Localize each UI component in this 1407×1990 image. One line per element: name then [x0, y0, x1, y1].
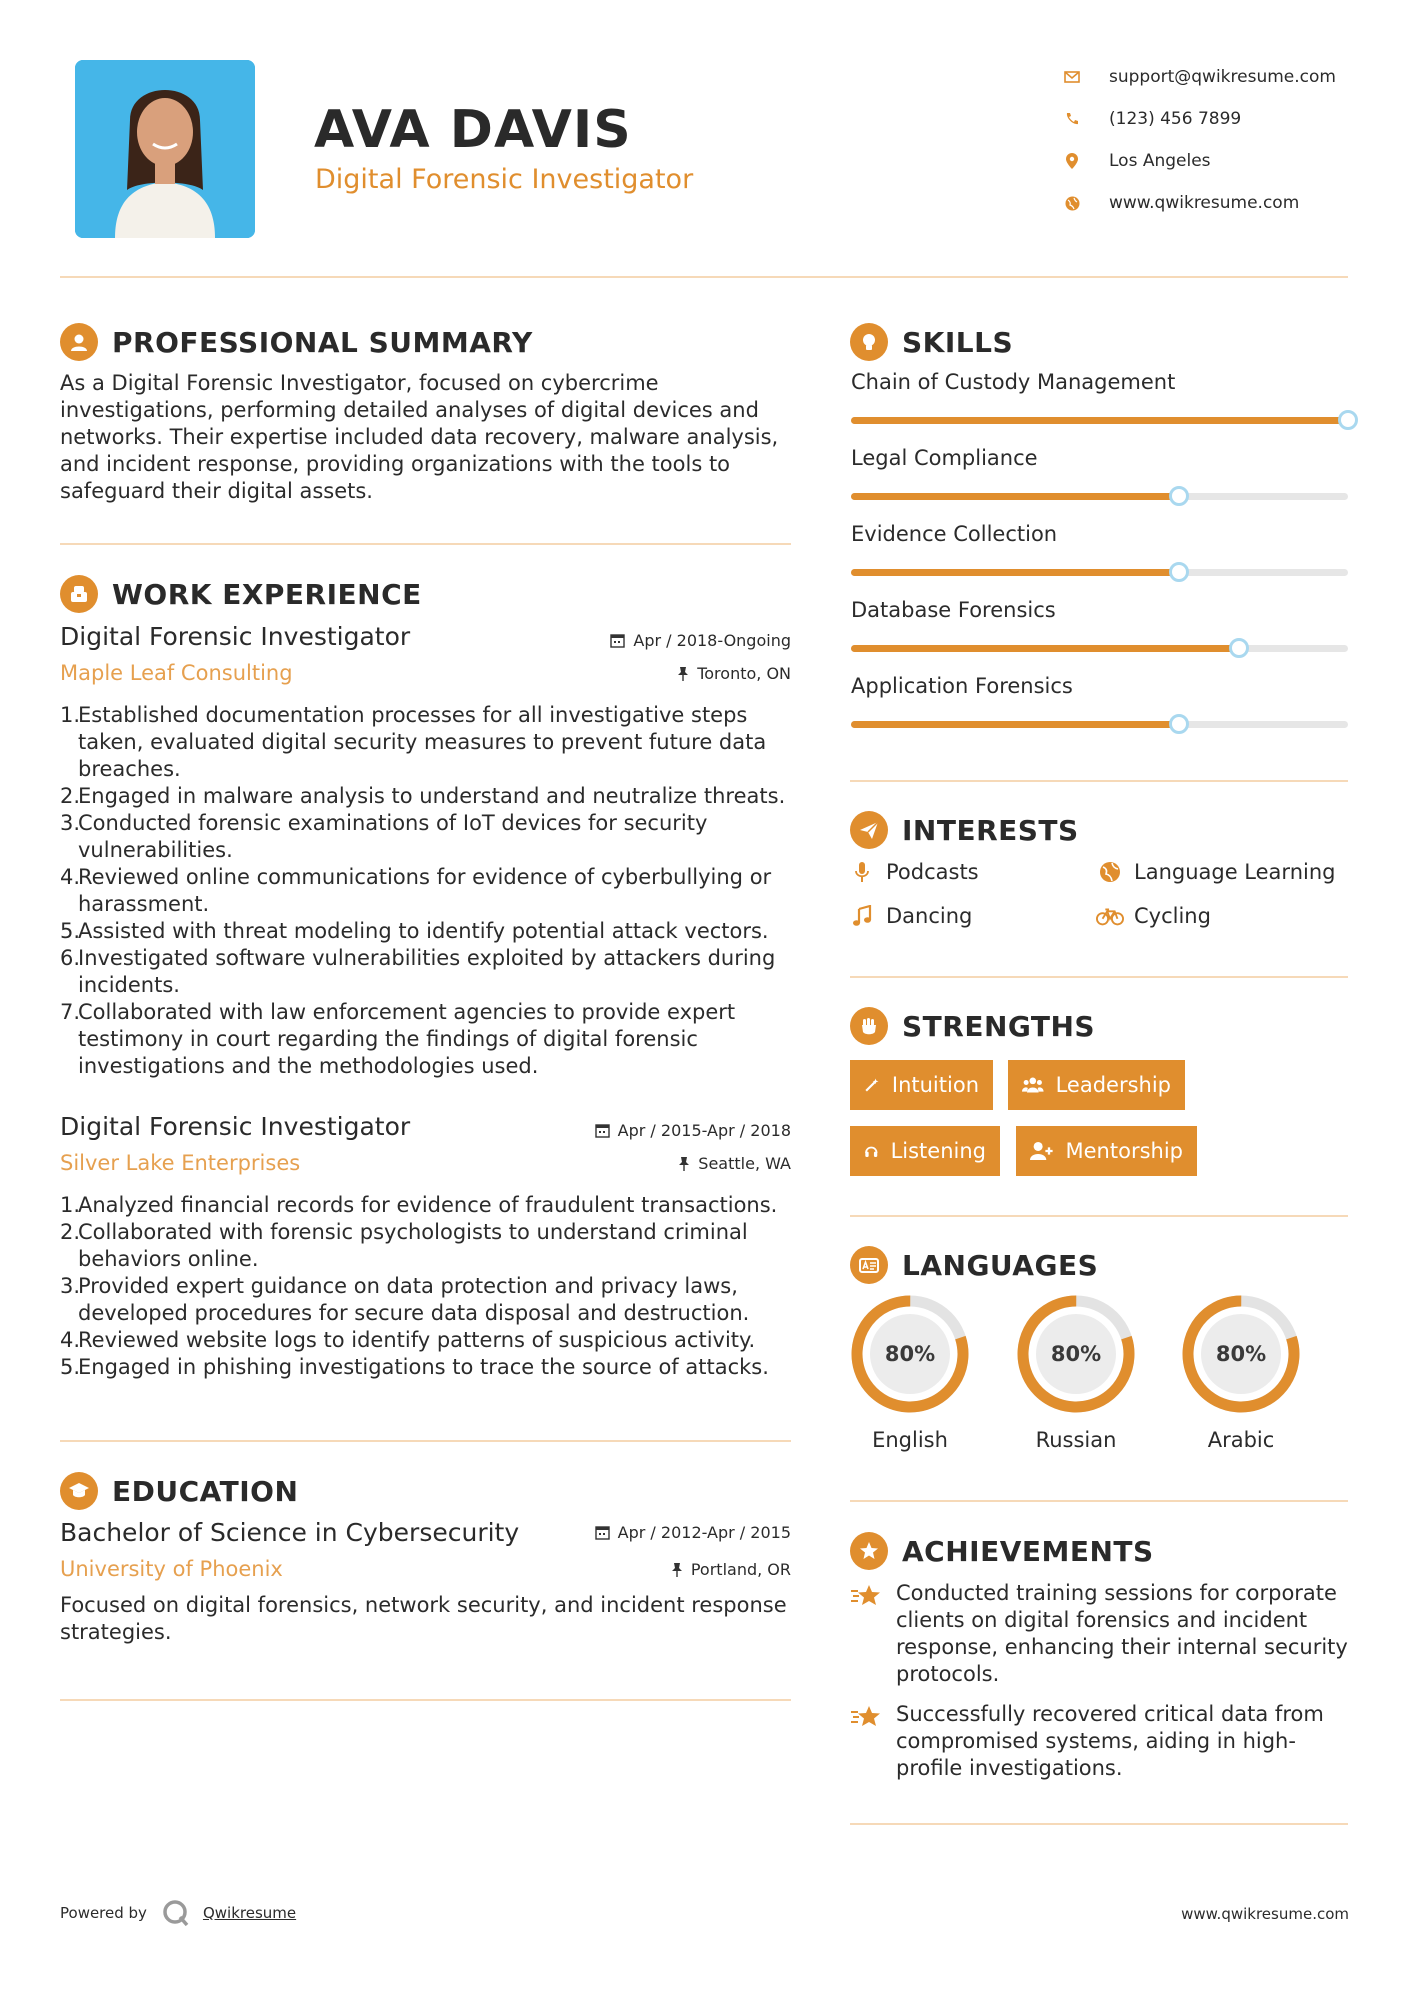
calendar-icon — [595, 1123, 610, 1138]
list-item-line: harassment. — [78, 892, 210, 916]
interests-heading — [850, 811, 1079, 849]
skill-label: Database Forensics — [851, 598, 1056, 622]
list-item-line: Investigated software vulnerabilities exploited by attackers during — [78, 946, 776, 970]
list-item — [60, 1219, 800, 1273]
summary-line: safeguard their digital assets. — [60, 479, 373, 503]
skill-bar-knob — [1169, 714, 1189, 734]
list-item-number: 6. — [60, 946, 81, 970]
list-item — [60, 864, 800, 918]
job-2-bullets — [60, 1192, 800, 1381]
strength-label: Leadership — [1055, 1073, 1171, 1097]
achievement-line: clients on digital forensics and incident — [896, 1608, 1308, 1632]
list-item — [60, 1273, 800, 1327]
strengths-heading — [850, 1007, 1095, 1045]
candidate-name: AVA DAVIS — [314, 100, 632, 160]
strength-badge-listening — [850, 1126, 1000, 1176]
strength-label: Listening — [890, 1139, 986, 1163]
education-dates-text: Apr / 2012-Apr / 2015 — [617, 1523, 791, 1542]
job-1-company: Maple Leaf Consulting — [60, 661, 293, 685]
strength-badge-mentorship — [1016, 1126, 1197, 1176]
interest-language-learning — [1096, 860, 1335, 884]
list-item-line: investigations and the methodologies used. — [78, 1054, 539, 1078]
achievement-line: response, enhancing their internal security — [896, 1635, 1348, 1659]
user-icon — [60, 323, 98, 361]
globe-icon — [1055, 196, 1089, 211]
list-item-line: Collaborated with law enforcement agencies to provide expert — [78, 1000, 736, 1024]
interest-label: Cycling — [1134, 904, 1211, 928]
list-item-line: Assisted with threat modeling to identify potential attack vectors. — [78, 919, 769, 943]
list-item-number: 4. — [60, 865, 81, 889]
skill-bar-fill — [851, 569, 1179, 576]
education-divider — [60, 1699, 791, 1701]
list-item — [60, 918, 800, 945]
summary-line: As a Digital Forensic Investigator, focused on cybercrime — [60, 371, 659, 395]
microphone-icon — [848, 861, 876, 883]
education-location-text: Portland, OR — [690, 1560, 791, 1579]
list-item-line: developed procedures for secure data disposal and destruction. — [78, 1301, 750, 1325]
skill-bar-fill — [851, 721, 1179, 728]
language-name: English — [872, 1428, 948, 1452]
job-1-title: Digital Forensic Investigator — [60, 622, 411, 651]
fist-icon — [850, 1007, 888, 1045]
list-item-line: Engaged in phishing investigations to trace the source of attacks. — [78, 1355, 769, 1379]
experience-heading — [60, 575, 422, 613]
contact-phone[interactable] — [1055, 98, 1336, 140]
list-item — [60, 783, 800, 810]
map-pin-icon — [1055, 153, 1089, 169]
summary-text — [60, 370, 800, 505]
contact-location — [1055, 140, 1336, 182]
calendar-icon — [610, 633, 625, 648]
languages-divider — [850, 1500, 1348, 1502]
job-1-location-text: Toronto, ON — [697, 664, 791, 683]
list-item — [60, 945, 800, 999]
education-line: strategies. — [60, 1620, 172, 1644]
language-ring — [1179, 1292, 1303, 1416]
graduation-icon — [60, 1472, 98, 1510]
list-item — [60, 1327, 800, 1354]
contact-website[interactable] — [1055, 182, 1336, 224]
list-item-line: behaviors online. — [78, 1247, 259, 1271]
job-2-dates-text: Apr / 2015-Apr / 2018 — [617, 1121, 791, 1140]
experience-title: WORK EXPERIENCE — [112, 577, 422, 611]
achievements-heading — [850, 1532, 1154, 1570]
skill-bar-fill — [851, 645, 1239, 652]
list-item-number: 7. — [60, 1000, 81, 1024]
strength-badge-intuition — [850, 1060, 993, 1110]
language-item — [1179, 1292, 1303, 1452]
paper-plane-icon — [850, 811, 888, 849]
degree-title: Bachelor of Science in Cybersecurity — [60, 1518, 520, 1547]
contact-email[interactable] — [1055, 56, 1336, 98]
summary-line: investigations, performing detailed analyses of digital devices and — [60, 398, 759, 422]
list-item — [60, 1192, 800, 1219]
bicycle-icon — [1096, 906, 1124, 926]
list-item-line: breaches. — [78, 757, 181, 781]
language-percent: 80% — [1050, 1342, 1102, 1366]
skills-heading — [850, 323, 1013, 361]
strengths-title: STRENGTHS — [902, 1009, 1096, 1043]
summary-heading — [60, 323, 533, 361]
skill-label: Legal Compliance — [851, 446, 1038, 470]
skill-label: Chain of Custody Management — [851, 370, 1176, 394]
skill-bar-knob — [1169, 486, 1189, 506]
list-item-line: testimony in court regarding the findings of digital forensic — [78, 1027, 698, 1051]
job-2-location — [480, 1154, 791, 1173]
experience-divider — [60, 1440, 791, 1442]
powered-by-text: Powered by — [60, 1904, 147, 1922]
list-item — [60, 1354, 800, 1381]
job-1-dates — [480, 631, 791, 650]
list-item-line: vulnerabilities. — [78, 838, 233, 862]
achievement-item — [850, 1580, 1348, 1688]
skill-bar-knob — [1229, 638, 1249, 658]
skills-divider — [850, 780, 1348, 782]
skill-label: Application Forensics — [851, 674, 1073, 698]
skill-bar-knob — [1169, 562, 1189, 582]
school-name: University of Phoenix — [60, 1557, 283, 1581]
user-plus-icon — [1030, 1140, 1054, 1162]
envelope-icon — [1055, 71, 1089, 83]
education-line: Focused on digital forensics, network security, and incident response — [60, 1593, 787, 1617]
skill-bar-fill — [851, 493, 1179, 500]
interests-divider — [850, 976, 1348, 978]
header-divider — [60, 276, 1348, 278]
language-card-icon — [850, 1246, 888, 1284]
achievement-line: compromised systems, aiding in high- — [896, 1729, 1296, 1753]
trophy-star-icon — [850, 1532, 888, 1570]
contact-list — [1055, 56, 1336, 224]
magic-wand-icon — [864, 1074, 880, 1096]
strengths-divider — [850, 1215, 1348, 1217]
skill-bar-knob — [1338, 410, 1358, 430]
music-note-icon — [848, 905, 876, 927]
job-2-dates — [480, 1121, 791, 1140]
calendar-icon — [595, 1525, 610, 1540]
list-item-number: 1. — [60, 703, 81, 727]
contact-email-text: support@qwikresume.com — [1109, 67, 1336, 87]
footer-url[interactable]: www.qwikresume.com — [1181, 1905, 1349, 1923]
list-item-number: 5. — [60, 1355, 81, 1379]
contact-location-text: Los Angeles — [1109, 151, 1211, 171]
list-item-number: 2. — [60, 1220, 81, 1244]
education-title: EDUCATION — [112, 1474, 299, 1508]
skill-bar-track — [851, 569, 1348, 576]
education-location — [480, 1560, 791, 1579]
phone-icon — [1055, 112, 1089, 126]
candidate-title: Digital Forensic Investigator — [315, 164, 694, 195]
job-1-dates-text: Apr / 2018-Ongoing — [633, 631, 791, 650]
job-1-location — [480, 664, 791, 683]
list-item-line: incidents. — [78, 973, 180, 997]
list-item-number: 5. — [60, 919, 81, 943]
skill-bar-track — [851, 645, 1348, 652]
interest-dancing — [848, 904, 972, 928]
list-item — [60, 702, 800, 783]
education-dates — [480, 1523, 791, 1542]
skills-title: SKILLS — [902, 325, 1014, 359]
list-item-line: Established documentation processes for all investigative steps — [78, 703, 748, 727]
list-item-number: 1. — [60, 1193, 81, 1217]
language-percent: 80% — [884, 1342, 936, 1366]
profile-photo — [75, 60, 255, 238]
interest-label: Dancing — [886, 904, 973, 928]
achievement-line: profile investigations. — [896, 1756, 1123, 1780]
skill-bar-track — [851, 493, 1348, 500]
language-name: Arabic — [1207, 1428, 1275, 1452]
qwikresume-logo-icon — [161, 1898, 191, 1928]
list-item-line: Engaged in malware analysis to understand and neutralize threats. — [78, 784, 786, 808]
achievements-title: ACHIEVEMENTS — [902, 1534, 1154, 1568]
interest-label: Podcasts — [886, 860, 979, 884]
star-icon — [850, 1701, 886, 1782]
list-item — [60, 810, 800, 864]
language-ring — [848, 1292, 972, 1416]
list-item-line: Analyzed financial records for evidence of fraudulent transactions. — [78, 1193, 778, 1217]
language-name: Russian — [1035, 1428, 1117, 1452]
skill-bar-fill — [851, 417, 1348, 424]
list-item-line: Reviewed online communications for evidence of cyberbullying or — [78, 865, 772, 889]
interest-cycling — [1096, 904, 1211, 928]
strength-badge-leadership — [1008, 1060, 1185, 1110]
achievement-line: Conducted training sessions for corporate — [896, 1581, 1337, 1605]
list-item-line: Reviewed website logs to identify patterns of suspicious activity. — [78, 1328, 756, 1352]
language-item — [1014, 1292, 1138, 1452]
globe-icon — [1096, 861, 1124, 883]
education-text — [60, 1592, 800, 1646]
language-ring — [1014, 1292, 1138, 1416]
list-item-number: 2. — [60, 784, 81, 808]
achievement-item — [850, 1701, 1348, 1782]
job-1-bullets — [60, 702, 800, 1080]
achievements-divider — [850, 1823, 1348, 1825]
pushpin-icon — [678, 1156, 690, 1171]
skill-bar-track — [851, 417, 1348, 424]
interests-title: INTERESTS — [902, 813, 1079, 847]
briefcase-icon — [60, 575, 98, 613]
job-2-title: Digital Forensic Investigator — [60, 1112, 411, 1141]
pushpin-icon — [677, 666, 689, 681]
summary-line: and incident response, providing organizations with the tools to — [60, 452, 731, 476]
list-item-line: taken, evaluated digital security measures to prevent future data — [78, 730, 767, 754]
strength-label: Mentorship — [1065, 1139, 1183, 1163]
lightbulb-icon — [850, 323, 888, 361]
interest-label: Language Learning — [1134, 860, 1336, 884]
language-percent: 80% — [1215, 1342, 1267, 1366]
list-item-line: Conducted forensic examinations of IoT devices for security — [78, 811, 708, 835]
pushpin-icon — [671, 1562, 683, 1577]
job-2-location-text: Seattle, WA — [698, 1154, 791, 1173]
achievement-line: protocols. — [896, 1662, 1000, 1686]
language-item — [848, 1292, 972, 1452]
contact-website-text: www.qwikresume.com — [1109, 193, 1300, 213]
education-heading — [60, 1472, 298, 1510]
headphones-icon — [864, 1140, 879, 1162]
list-item-number: 3. — [60, 811, 81, 835]
star-icon — [850, 1580, 886, 1688]
languages-title: LANGUAGES — [902, 1248, 1099, 1282]
group-icon — [1022, 1074, 1044, 1096]
achievement-line: Successfully recovered critical data from — [896, 1702, 1324, 1726]
list-item-line: Collaborated with forensic psychologists to understand criminal — [78, 1220, 748, 1244]
skill-label: Evidence Collection — [851, 522, 1058, 546]
summary-divider — [60, 543, 791, 545]
summary-line: networks. Their expertise included data recovery, malware analysis, — [60, 425, 779, 449]
list-item-number: 3. — [60, 1274, 81, 1298]
summary-title: PROFESSIONAL SUMMARY — [112, 325, 533, 359]
skill-bar-track — [851, 721, 1348, 728]
list-item-number: 4. — [60, 1328, 81, 1352]
job-2-company: Silver Lake Enterprises — [60, 1151, 301, 1175]
strength-label: Intuition — [891, 1073, 979, 1097]
languages-heading — [850, 1246, 1098, 1284]
contact-phone-text: (123) 456 7899 — [1109, 109, 1242, 129]
list-item-line: Provided expert guidance on data protection and privacy laws, — [78, 1274, 738, 1298]
interest-podcasts — [848, 860, 979, 884]
qwikresume-link[interactable]: Qwikresume — [202, 1904, 297, 1922]
list-item — [60, 999, 800, 1080]
footer-powered-by — [60, 1898, 296, 1928]
